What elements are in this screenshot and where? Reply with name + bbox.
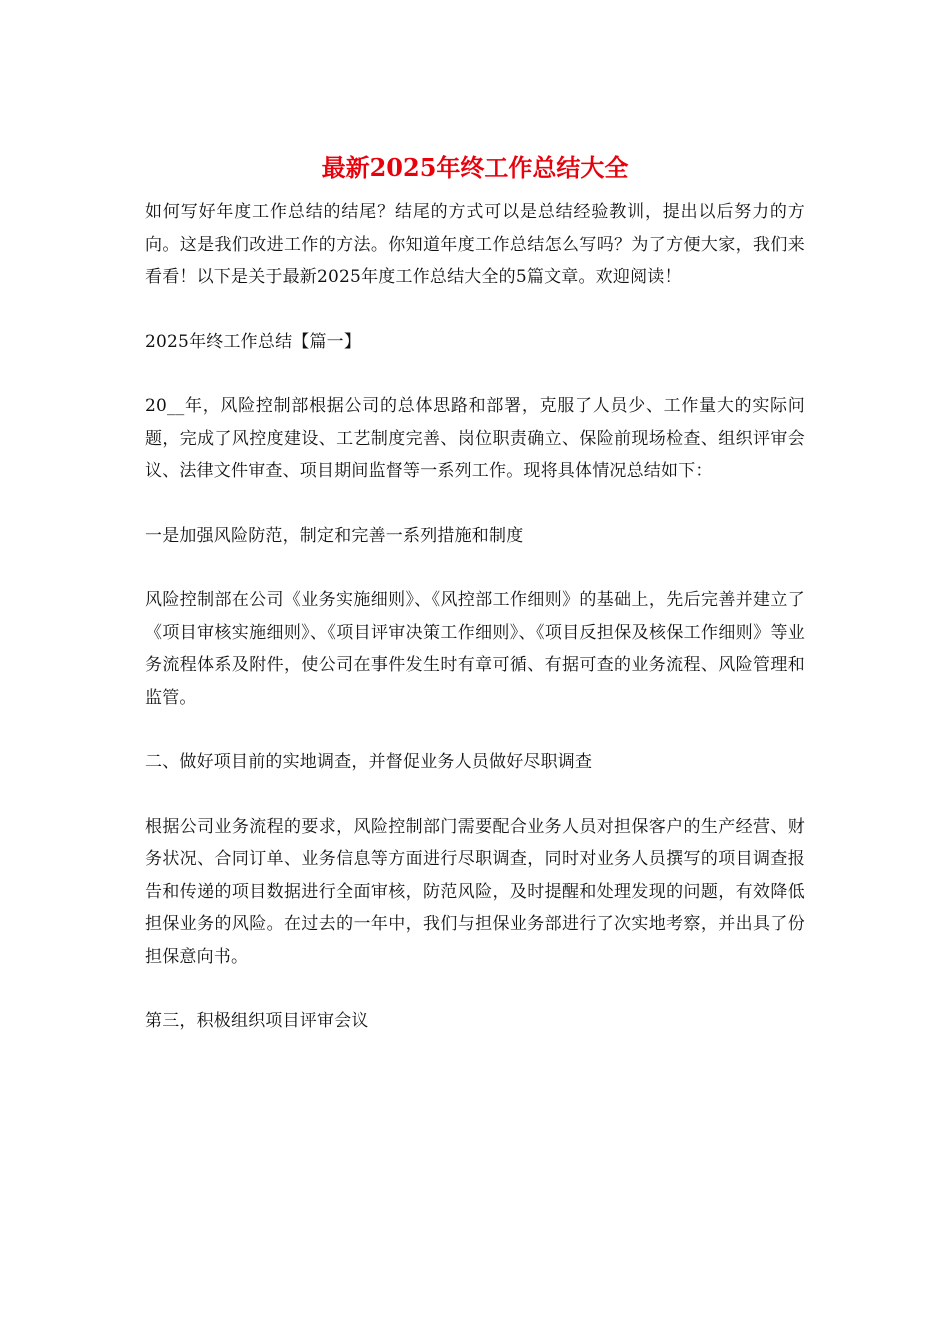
- point-three-heading: 第三，积极组织项目评审会议: [145, 1011, 369, 1031]
- summary-paragraph: 20__年，风险控制部根据公司的总体思路和部署，克服了人员少、工作量大的实际问题，完成了风控度建设、工艺制度完善、岗位职责确立、保险前现场检查、组织评审会议、法律文件审查、项目期间监督等一系列工作。现将具体情况总结如下：: [145, 396, 805, 481]
- paragraph-spacer: [145, 973, 805, 1005]
- document-body: [145, 196, 805, 1038]
- section-heading-part-one: 2025年终工作总结【篇一】: [145, 331, 362, 352]
- point-two-paragraph: 根据公司业务流程的要求，风险控制部门需要配合业务人员对担保客户的生产经营、财务状况、合同订单、业务信息等方面进行尽职调查，同时对业务人员撰写的项目调查报告和传递的项目数据进行全面审核，防范风险，及时提醒和处理发现的问题，有效降低担保业务的风险。在过去的一年中，我们与担保业务部进行了次实地考察，并出具了份担保意向书。: [145, 816, 805, 967]
- paragraph-spacer: [145, 488, 805, 520]
- point-two-heading: 二、做好项目前的实地调查，并督促业务人员做好尽职调查: [145, 752, 593, 772]
- paragraph-spacer: [145, 358, 805, 390]
- paragraph-spacer: [145, 779, 805, 811]
- paragraph-spacer: [145, 714, 805, 746]
- point-one-paragraph: 风险控制部在公司《业务实施细则》、《风控部工作细则》的基础上，先后完善并建立了《项目审核实施细则》、《项目评审决策工作细则》、《项目反担保及核保工作细则》等业务流程体系及附件，使公司在事件发生时有章可循、有据可查的业务流程、风险管理和监管。: [145, 590, 805, 708]
- paragraph-spacer: [145, 294, 805, 326]
- document-title: 最新2025年终工作总结大全: [321, 153, 629, 182]
- point-one-heading: 一是加强风险防范，制定和完善一系列措施和制度: [145, 525, 524, 546]
- paragraph-spacer: [145, 552, 805, 584]
- intro-paragraph: 如何写好年度工作总结的结尾？结尾的方式可以是总结经验教训，提出以后努力的方向。这是我们改进工作的方法。你知道年度工作总结怎么写吗？为了方便大家，我们来看看！以下是关于最新2025年度工作总结大全的5篇文章。欢迎阅读！: [145, 202, 805, 287]
